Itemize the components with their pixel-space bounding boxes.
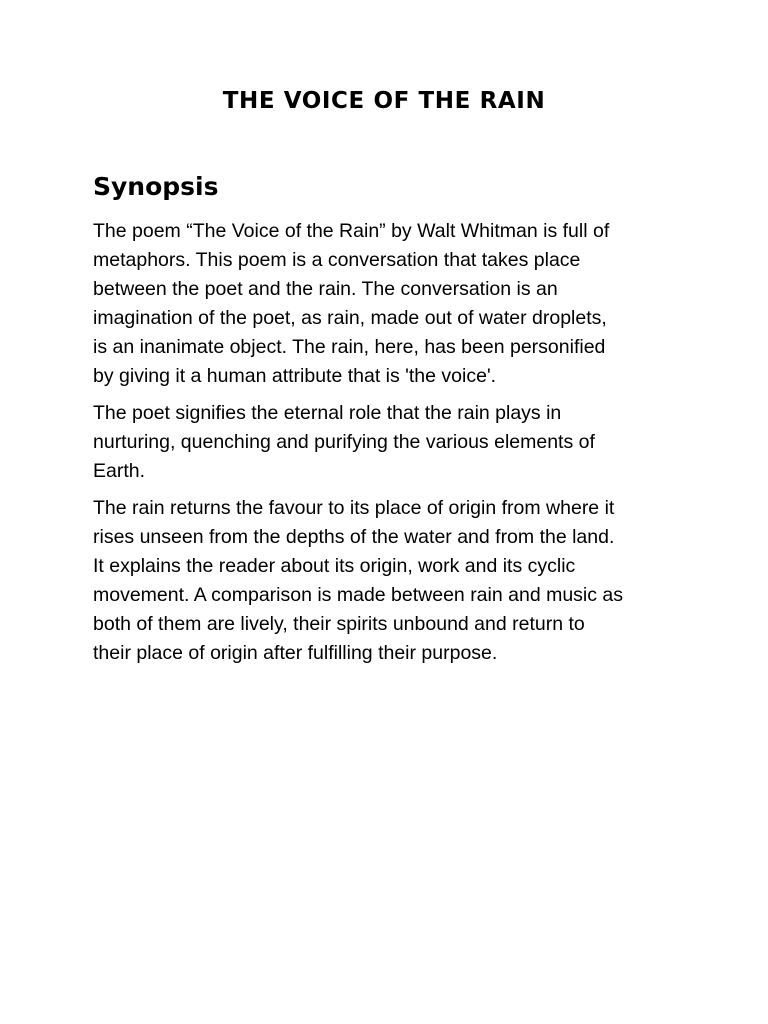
text-line: between the poet and the rain. The conversation is an bbox=[93, 278, 558, 300]
text-line: It explains the reader about its origin, work and its cyclic bbox=[93, 555, 576, 577]
synopsis-body bbox=[93, 217, 693, 676]
section-heading-synopsis: Synopsis bbox=[93, 172, 219, 201]
text-line: rises unseen from the depths of the water and from the land. bbox=[93, 526, 615, 548]
text-line: imagination of the poet, as rain, made out of water droplets, bbox=[93, 307, 607, 329]
text-line: nurturing, quenching and purifying the various elements of bbox=[93, 431, 595, 453]
text-line: The poem “The Voice of the Rain” by Walt Whitman is full of bbox=[93, 220, 610, 242]
text-line: The poet signifies the eternal role that the rain plays in bbox=[93, 402, 562, 424]
text-line: their place of origin after fulfilling their purpose. bbox=[93, 642, 498, 664]
text-line: is an inanimate object. The rain, here, has been personified bbox=[93, 336, 606, 358]
paragraph-2 bbox=[93, 399, 693, 486]
paragraph-1 bbox=[93, 217, 693, 391]
document-title: THE VOICE OF THE RAIN bbox=[222, 88, 546, 114]
text-line: metaphors. This poem is a conversation that takes place bbox=[93, 249, 581, 271]
text-line: movement. A comparison is made between rain and music as bbox=[93, 584, 624, 606]
text-line: both of them are lively, their spirits unbound and return to bbox=[93, 613, 585, 635]
text-line: The rain returns the favour to its place of origin from where it bbox=[93, 497, 615, 519]
text-line: by giving it a human attribute that is 'the voice'. bbox=[93, 365, 497, 387]
paragraph-3 bbox=[93, 494, 693, 668]
text-line: Earth. bbox=[93, 460, 146, 482]
